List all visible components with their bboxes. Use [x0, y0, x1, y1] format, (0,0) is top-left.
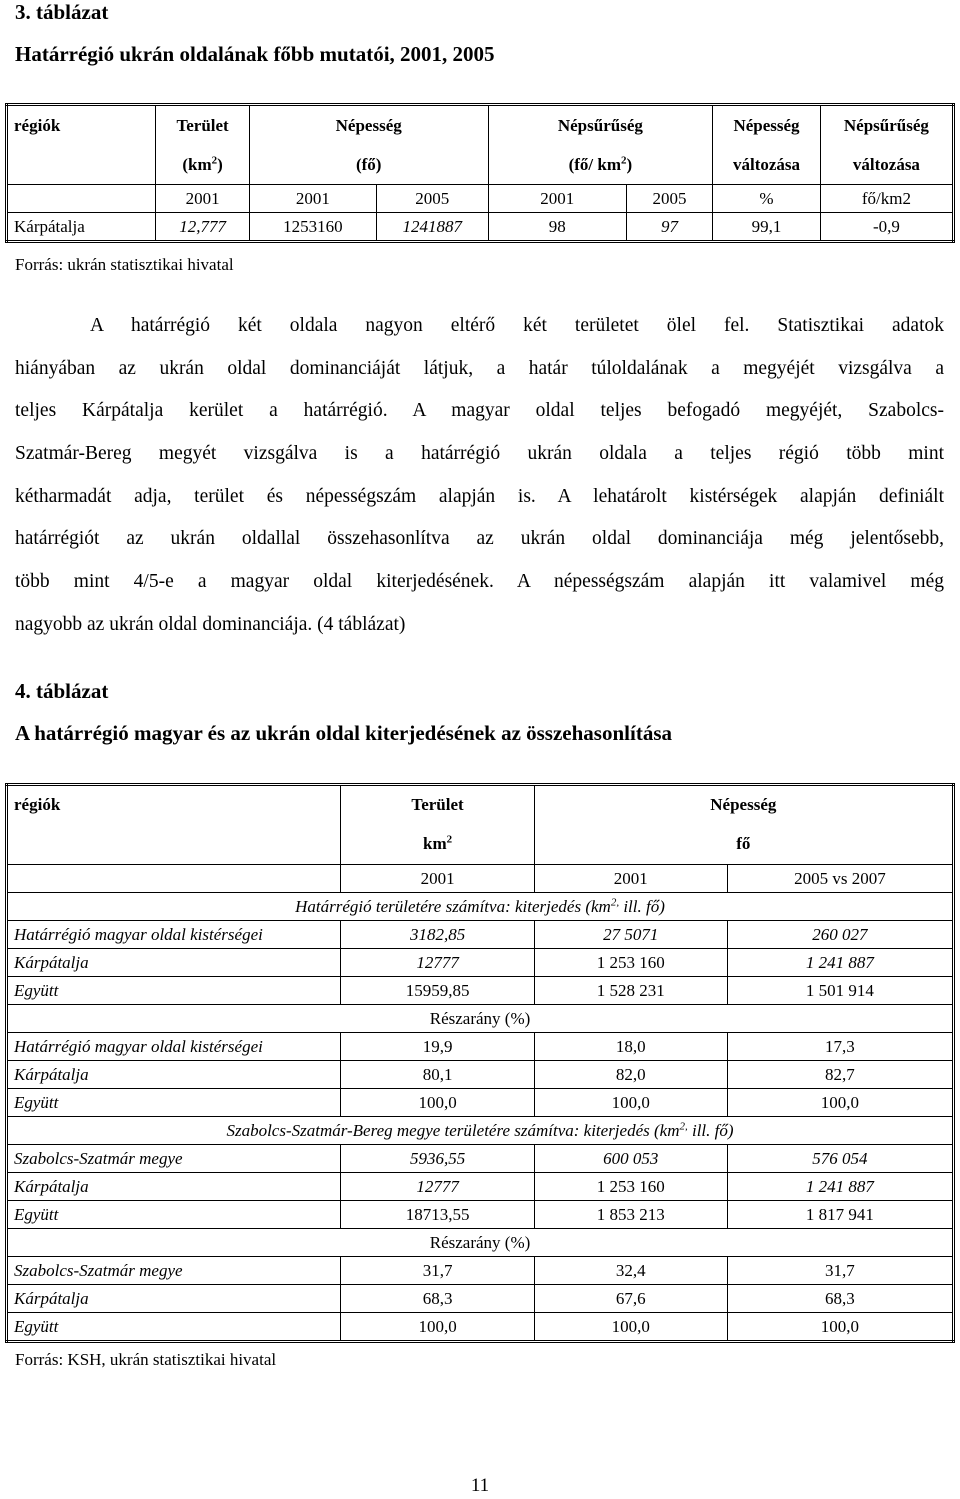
- t4-cell: 12777: [341, 949, 534, 977]
- paragraph-line: több mint 4/5-e a magyar oldal kiterjedésének. A népességszám alapján itt valamivel még: [15, 571, 944, 593]
- table4-title: A határrégió magyar és az ukrán oldal kiterjedésének az összehasonlítása: [15, 721, 672, 745]
- paragraph-line: hiányában az ukrán oldal dominanciáját látjuk, a határ túloldalának a megyéjét vizsgálva a: [15, 357, 944, 379]
- t4-header-empty: [7, 822, 341, 865]
- t3-header-fo: (fő): [249, 144, 488, 185]
- t3-unit-fo-km2: fő/km2: [820, 185, 953, 213]
- t4-row-label: Együtt: [7, 1201, 341, 1229]
- t4-cell: 576 054: [727, 1145, 953, 1173]
- table4-source: Forrás: KSH, ukrán statisztikai hivatal: [15, 1350, 277, 1369]
- t4-cell: 15959,85: [341, 977, 534, 1005]
- t3-row-label: Kárpátalja: [7, 213, 156, 242]
- paragraph-line: Szatmár-Bereg megyét vizsgálva is a határrégió ukrán oldala a teljes régió több mint: [15, 443, 944, 465]
- t4-cell: 100,0: [534, 1313, 727, 1342]
- t3-header-valtozasa-2: változása: [820, 144, 953, 185]
- t3-cell: 99,1: [713, 213, 821, 242]
- t4-cell: 260 027: [727, 921, 953, 949]
- page-number: 11: [470, 1475, 490, 1496]
- t4-cell: 82,7: [727, 1061, 953, 1089]
- t4-cell: 80,1: [341, 1061, 534, 1089]
- t4-header-terulet: Terület: [341, 785, 534, 823]
- t3-year: 2001: [249, 185, 376, 213]
- paragraph-line: határrégiót az ukrán oldallal összehasonlítva az ukrán oldal dominanciája még jelentősebb,: [15, 528, 944, 550]
- t4-row-label: Határrégió magyar oldal kistérségei: [7, 1033, 341, 1061]
- t3-year: 2005: [376, 185, 488, 213]
- paragraph-line: kétharmadát adja, terület és népességszám alapján is. A lehatárolt kistérségek alapján definiált: [15, 485, 944, 507]
- t4-year: 2001: [534, 865, 727, 893]
- t3-cell: 12,777: [156, 213, 249, 242]
- t3-cell: 1253160: [249, 213, 376, 242]
- t4-reszarany-heading: Részarány (%): [7, 1005, 954, 1033]
- t4-row-label: Kárpátalja: [7, 1061, 341, 1089]
- t3-header-empty: [7, 144, 156, 185]
- t3-cell: 1241887: [376, 213, 488, 242]
- t4-year-empty: [7, 865, 341, 893]
- t3-unit-percent: %: [713, 185, 821, 213]
- t4-cell: 100,0: [727, 1089, 953, 1117]
- t3-cell: -0,9: [820, 213, 953, 242]
- t3-header-nepsuruseg-valtozasa: Népsűrűség: [820, 105, 953, 145]
- t3-header-regiok: régiók: [7, 105, 156, 145]
- t3-header-nepesseg: Népesség: [249, 105, 488, 145]
- t4-row-label: Együtt: [7, 1089, 341, 1117]
- t3-year-empty: [7, 185, 156, 213]
- t4-cell: 1 241 887: [727, 949, 953, 977]
- t4-cell: 27 5071: [534, 921, 727, 949]
- t4-year: 2005 vs 2007: [727, 865, 953, 893]
- t4-cell: 1 253 160: [534, 1173, 727, 1201]
- t4-header-fo: fő: [534, 822, 953, 865]
- t4-cell: 32,4: [534, 1257, 727, 1285]
- table4: [5, 783, 955, 1343]
- t4-cell: 100,0: [341, 1089, 534, 1117]
- paragraph-line: A határrégió két oldala nagyon eltérő két területet ölel fel. Statisztikai adatok: [90, 315, 944, 336]
- t3-cell: 97: [626, 213, 712, 242]
- t4-cell: 12777: [341, 1173, 534, 1201]
- t4-row-label: Együtt: [7, 977, 341, 1005]
- t4-cell: 100,0: [341, 1313, 534, 1342]
- t4-cell: 68,3: [341, 1285, 534, 1313]
- t4-section-heading: Határrégió területére számítva: kiterjedés ($km^{2,}$ ill. fő): [7, 893, 954, 921]
- t4-cell: 67,6: [534, 1285, 727, 1313]
- t4-header-km2: $km^2$: [341, 822, 534, 865]
- paragraph-line: teljes Kárpátalja kerület a határrégió. A magyar oldal teljes befogadó megyéjét, Szabolcs-: [15, 400, 944, 422]
- t4-cell: 600 053: [534, 1145, 727, 1173]
- body-paragraph: [15, 305, 944, 647]
- t4-row-label: Együtt: [7, 1313, 341, 1342]
- t4-cell: 18713,55: [341, 1201, 534, 1229]
- t4-row-label: Határrégió magyar oldal kistérségei: [7, 921, 341, 949]
- t3-header-km2: $(km^2)$: [156, 144, 249, 185]
- t4-cell: 5936,55: [341, 1145, 534, 1173]
- table3-heading: 3. táblázat: [15, 0, 109, 24]
- t4-cell: 19,9: [341, 1033, 534, 1061]
- table3-title: Határrégió ukrán oldalának főbb mutatói, 2001, 2005: [15, 42, 495, 66]
- t4-cell: 31,7: [341, 1257, 534, 1285]
- t4-cell: 1 817 941: [727, 1201, 953, 1229]
- t4-cell: 82,0: [534, 1061, 727, 1089]
- table4-heading: 4. táblázat: [15, 679, 109, 703]
- t4-section-heading: Szabolcs-Szatmár-Bereg megye területére számítva: kiterjedés ($km^{2,}$ ill. fő): [7, 1117, 954, 1145]
- t3-header-nepsuruseg: Népsűrűség: [488, 105, 713, 145]
- t4-reszarany-heading: Részarány (%): [7, 1229, 954, 1257]
- t4-cell: 68,3: [727, 1285, 953, 1313]
- t4-cell: 1 501 914: [727, 977, 953, 1005]
- paragraph-line: nagyobb az ukrán oldal dominanciája. (4 táblázat): [15, 613, 406, 635]
- t4-row-label: Kárpátalja: [7, 949, 341, 977]
- t3-header-fo-km2: (fő/ $km^2$): [488, 144, 713, 185]
- t4-cell: 1 253 160: [534, 949, 727, 977]
- t4-cell: 31,7: [727, 1257, 953, 1285]
- t4-header-regiok: régiók: [7, 785, 341, 823]
- table3-source: Forrás: ukrán statisztikai hivatal: [15, 255, 234, 274]
- t4-cell: 18,0: [534, 1033, 727, 1061]
- t3-header-terulet: Terület: [156, 105, 249, 145]
- t3-year: 2001: [488, 185, 626, 213]
- t4-row-label: Kárpátalja: [7, 1285, 341, 1313]
- t4-row-label: Szabolcs-Szatmár megye: [7, 1257, 341, 1285]
- t3-header-nepesseg-valtozasa: Népesség: [713, 105, 821, 145]
- t3-header-valtozasa-1: változása: [713, 144, 821, 185]
- t4-cell: 1 853 213: [534, 1201, 727, 1229]
- t4-cell: 100,0: [727, 1313, 953, 1342]
- t4-year: 2001: [341, 865, 534, 893]
- t4-cell: 1 241 887: [727, 1173, 953, 1201]
- t3-cell: 98: [488, 213, 626, 242]
- t4-header-nepesseg: Népesség: [534, 785, 953, 823]
- t3-year: 2001: [156, 185, 249, 213]
- t4-cell: 17,3: [727, 1033, 953, 1061]
- t3-year: 2005: [626, 185, 712, 213]
- table3: [5, 103, 955, 243]
- t4-cell: 1 528 231: [534, 977, 727, 1005]
- t4-cell: 100,0: [534, 1089, 727, 1117]
- t4-row-label: Szabolcs-Szatmár megye: [7, 1145, 341, 1173]
- t4-row-label: Kárpátalja: [7, 1173, 341, 1201]
- t4-cell: 3182,85: [341, 921, 534, 949]
